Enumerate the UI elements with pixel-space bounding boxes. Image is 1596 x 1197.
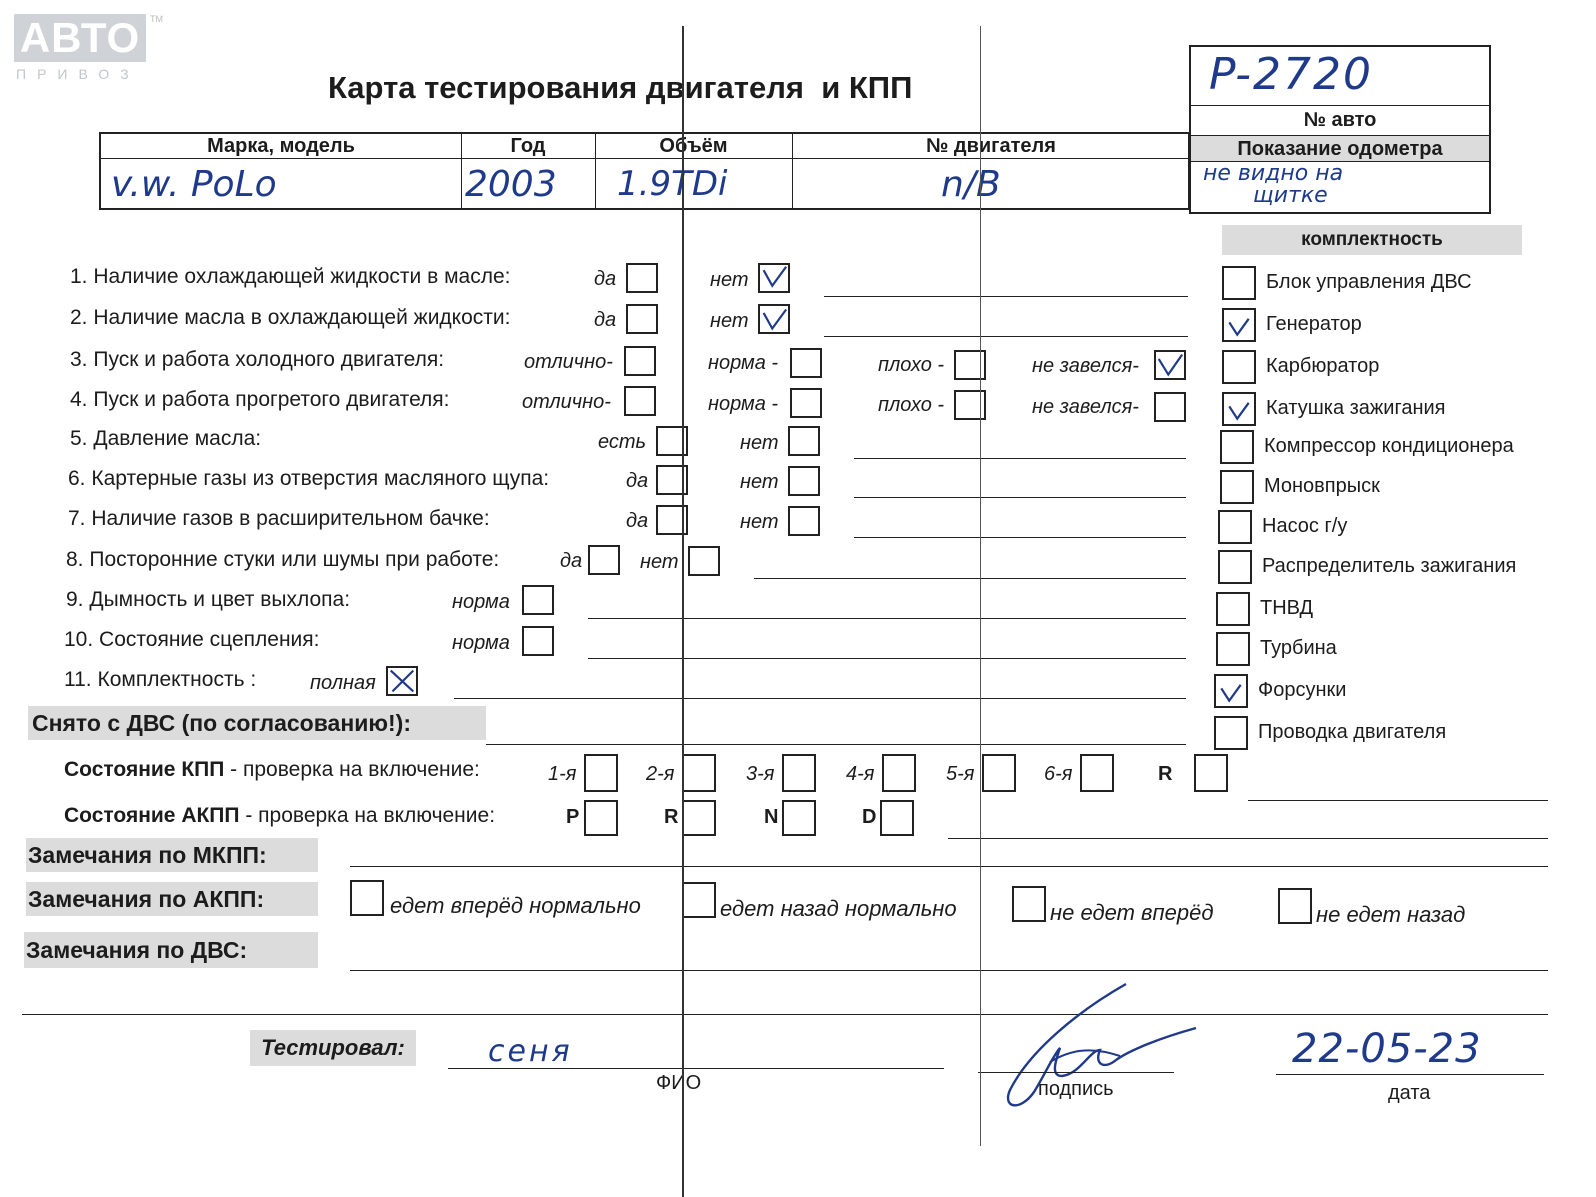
tester-name-value: сеня: [488, 1034, 573, 1069]
mkpp-remarks-label: Замечания по МКПП:: [26, 838, 318, 872]
q7-label: 7. Наличие газов в расширительном бачке:: [68, 507, 490, 530]
q5-checkbox-no[interactable]: [788, 426, 820, 456]
tested-label: Тестировал:: [250, 1030, 416, 1066]
q8-opt-da: да: [560, 550, 583, 572]
q3-opt-bad: плохо -: [878, 354, 945, 376]
q5-opt-no: нет: [740, 432, 779, 454]
volume-value: 1.9TDi: [617, 164, 728, 204]
auto-mode-checkbox[interactable]: [584, 800, 618, 836]
q6-checkbox-net[interactable]: [788, 466, 820, 496]
q8-label: 8. Посторонние стуки или шумы при работе:: [66, 548, 500, 571]
col-brand-label: Марка, модель: [207, 135, 355, 157]
completeness-item-label: Распределитель зажигания: [1262, 555, 1517, 577]
akpp-no-backward-label: не едет назад: [1316, 902, 1466, 927]
removed-label: Снято с ДВС (по согласованию!):: [28, 706, 486, 740]
q2-checkbox-da[interactable]: [626, 304, 658, 334]
auto-mode-label: P: [566, 806, 580, 828]
q4-checkbox-bad[interactable]: [954, 390, 986, 420]
logo-tm: TM: [150, 14, 163, 24]
completeness-item-label: Блок управления ДВС: [1266, 271, 1472, 293]
completeness-item-label: Моновпрыск: [1264, 475, 1380, 497]
q11-checkbox-full[interactable]: [386, 666, 418, 696]
completeness-item-label: Катушка зажигания: [1266, 397, 1446, 419]
gear-label: 2-я: [646, 763, 675, 785]
brand-value: v.w. PoLo: [111, 164, 277, 205]
q8-checkbox-net[interactable]: [688, 546, 720, 576]
q5-opt-yes: есть: [598, 431, 647, 453]
gear-checkbox[interactable]: [882, 754, 916, 792]
kpp-auto-label: Состояние АКПП - проверка на включение:: [64, 804, 496, 827]
completeness-checkbox[interactable]: [1216, 592, 1250, 626]
q2-checkbox-net[interactable]: [758, 304, 790, 334]
q1-label: 1. Наличие охлаждающей жидкости в масле:: [70, 265, 511, 288]
completeness-checkbox[interactable]: [1214, 716, 1248, 750]
q7-opt-net: нет: [740, 511, 779, 533]
q5-label: 5. Давление масла:: [70, 427, 262, 450]
auto-mode-label: N: [764, 806, 779, 828]
akpp-no-forward-label: не едет вперёд: [1050, 900, 1214, 925]
completeness-title: комплектность: [1222, 225, 1522, 255]
q6-label: 6. Картерные газы из отверстия масляного щупа:: [68, 467, 550, 490]
q4-opt-normal: норма -: [708, 393, 779, 415]
gear-checkbox[interactable]: [782, 754, 816, 792]
auto-mode-checkbox[interactable]: [880, 800, 914, 836]
q11-label: 11. Комплектность :: [64, 668, 257, 691]
gear-checkbox[interactable]: [584, 754, 618, 792]
kpp-manual-label: Состояние КПП - проверка на включение:: [64, 758, 480, 781]
engine-no-value: n/B: [941, 164, 1001, 205]
gear-label: R: [1158, 763, 1173, 785]
completeness-checkbox[interactable]: [1216, 632, 1250, 666]
car-number-value: P-2720: [1209, 49, 1373, 100]
signature-label: подпись: [1038, 1078, 1114, 1100]
gear-checkbox[interactable]: [682, 754, 716, 792]
q6-opt-net: нет: [740, 471, 779, 493]
q3-checkbox-excellent[interactable]: [624, 346, 656, 376]
q3-checkbox-normal[interactable]: [790, 348, 822, 378]
q10-opt-normal: норма: [452, 632, 510, 654]
auto-mode-checkbox[interactable]: [782, 800, 816, 836]
q3-opt-normal: норма -: [708, 352, 779, 374]
q3-label: 3. Пуск и работа холодного двигателя:: [70, 348, 445, 371]
completeness-checkbox[interactable]: [1222, 266, 1256, 300]
col-year-label: Год: [510, 135, 546, 157]
q10-checkbox-normal[interactable]: [522, 626, 554, 656]
gear-label: 6-я: [1044, 763, 1073, 785]
col-engine-no-label: № двигателя: [926, 135, 1056, 157]
completeness-item-label: Турбина: [1260, 637, 1337, 659]
q2-opt-net: нет: [710, 310, 749, 332]
q8-checkbox-da[interactable]: [588, 545, 620, 575]
q7-checkbox-net[interactable]: [788, 506, 820, 536]
q3-checkbox-bad[interactable]: [954, 350, 986, 380]
col-volume-label: Объём: [659, 135, 728, 157]
q7-opt-da: да: [626, 510, 649, 532]
auto-mode-label: R: [664, 806, 679, 828]
q4-opt-not-started: не завелся-: [1032, 396, 1139, 418]
odometer-value-line2: щитке: [1253, 183, 1328, 208]
car-number-label: № авто: [1303, 109, 1377, 131]
akpp-backward-ok-label: едет назад нормально: [720, 896, 957, 921]
gear-label: 5-я: [946, 763, 975, 785]
akpp-no-forward-checkbox[interactable]: [1012, 886, 1046, 922]
q2-opt-da: да: [594, 309, 617, 331]
q4-label: 4. Пуск и работа прогретого двигателя:: [70, 388, 450, 411]
completeness-checkbox[interactable]: [1222, 308, 1256, 342]
completeness-item-label: ТНВД: [1260, 597, 1314, 619]
akpp-forward-ok-label: едет вперёд нормально: [390, 893, 641, 918]
logo-sub: ПРИВОЗ: [16, 66, 140, 82]
fold-line-right: [980, 26, 981, 1146]
q3-checkbox-not-started[interactable]: [1154, 350, 1186, 380]
completeness-item-label: Насос г/у: [1262, 515, 1348, 537]
year-value: 2003: [465, 164, 557, 205]
akpp-no-backward-checkbox[interactable]: [1278, 888, 1312, 924]
gear-label: 4-я: [846, 763, 875, 785]
autoprivoz-logo: [14, 14, 163, 82]
completeness-checkbox[interactable]: [1218, 510, 1252, 544]
q9-label: 9. Дымность и цвет выхлопа:: [66, 588, 351, 611]
completeness-checkbox[interactable]: [1220, 470, 1254, 504]
completeness-checkbox[interactable]: [1214, 674, 1248, 708]
q4-checkbox-normal[interactable]: [790, 388, 822, 418]
akpp-backward-ok-checkbox[interactable]: [682, 882, 716, 918]
completeness-item-label: Генератор: [1266, 313, 1362, 335]
akpp-forward-ok-checkbox[interactable]: [350, 880, 384, 916]
q4-opt-excellent: отлично-: [522, 391, 611, 413]
fold-line-left: [682, 26, 684, 1197]
q1-checkbox-net[interactable]: [758, 263, 790, 293]
q4-checkbox-not-started[interactable]: [1154, 392, 1186, 422]
q1-opt-da: да: [594, 268, 617, 290]
q3-opt-excellent: отлично-: [524, 351, 613, 373]
q10-label: 10. Состояние сцепления:: [64, 628, 320, 651]
completeness-checkbox[interactable]: [1222, 392, 1256, 426]
q4-opt-bad: плохо -: [878, 394, 945, 416]
q3-opt-not-started: не завелся-: [1032, 355, 1139, 377]
date-value: 22-05-23: [1292, 1026, 1482, 1072]
q4-checkbox-excellent[interactable]: [624, 386, 656, 416]
logo-main: АВТО: [14, 14, 146, 62]
q6-opt-da: да: [626, 470, 649, 492]
completeness-checkbox[interactable]: [1220, 430, 1254, 464]
completeness-item-label: Форсунки: [1258, 679, 1347, 701]
completeness-item-label: Проводка двигателя: [1258, 721, 1447, 743]
completeness-checkbox[interactable]: [1222, 350, 1256, 384]
q11-opt-full: полная: [310, 672, 376, 694]
gear-checkbox[interactable]: [1080, 754, 1114, 792]
gear-checkbox[interactable]: [1194, 754, 1228, 792]
page-title: Карта тестирования двигателя и КПП: [328, 70, 913, 105]
q1-checkbox-da[interactable]: [626, 263, 658, 293]
dvs-remarks-label: Замечания по ДВС:: [24, 932, 318, 968]
completeness-item-label: Компрессор кондиционера: [1264, 435, 1514, 457]
date-label: дата: [1388, 1082, 1431, 1104]
akpp-remarks-label: Замечания по АКПП:: [26, 882, 318, 916]
car-info-box: [1189, 45, 1491, 214]
fio-label: ФИО: [656, 1072, 702, 1094]
gear-label: 1-я: [548, 763, 577, 785]
completeness-checkbox[interactable]: [1218, 550, 1252, 584]
odometer-label: Показание одометра: [1237, 138, 1443, 160]
completeness-item-label: Карбюратор: [1266, 355, 1380, 377]
q1-opt-net: нет: [710, 269, 749, 291]
q2-label: 2. Наличие масла в охлаждающей жидкости:: [70, 306, 511, 329]
gear-checkbox[interactable]: [982, 754, 1016, 792]
q9-opt-normal: норма: [452, 591, 510, 613]
gear-label: 3-я: [746, 763, 775, 785]
odometer-value-line1: не видно на: [1203, 161, 1344, 186]
q9-checkbox-normal[interactable]: [522, 585, 554, 615]
auto-mode-label: D: [862, 806, 877, 828]
header-table: [99, 132, 1190, 210]
auto-mode-checkbox[interactable]: [682, 800, 716, 836]
q8-opt-net: нет: [640, 551, 679, 573]
